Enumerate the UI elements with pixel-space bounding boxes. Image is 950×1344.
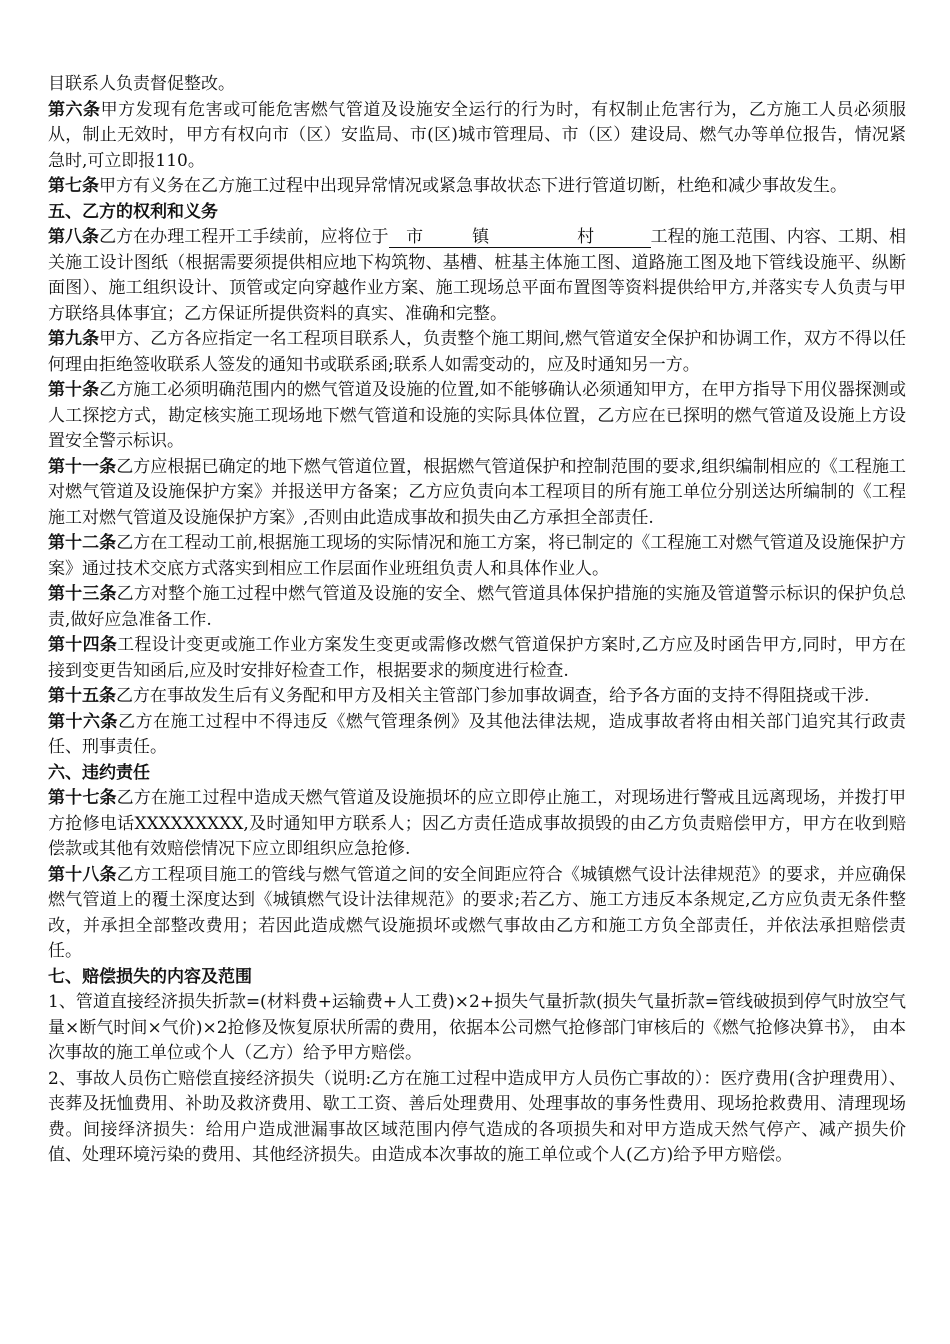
article-7 (48, 174, 906, 200)
article-text: 乙方在施工过程中造成天燃气管道及设施损坏的应立即停止施工，对现场进行警戒且远离现场，并拨打甲方抢修电话XXXXXXXXX,及时通知甲方联系人；因乙方责任造成事故损毁的由乙方负责赔偿甲方，甲方在收到赔偿款或其他有效赔偿情况下应立即组织应急抢修. (48, 788, 907, 859)
article-lead: 第十三条 (48, 584, 117, 604)
article-text: 工程设计变更或施工作业方案发生变更或需修改燃气管道保护方案时,乙方应及时函告甲方,同时，甲方在接到变更告知函后,应及时安排好检查工作，根据要求的频度进行检查. (48, 635, 906, 681)
blank-town: 镇 (441, 228, 521, 248)
article-17 (48, 786, 906, 863)
article-lead: 第十七条 (48, 788, 117, 808)
article-text: 乙方施工必须明确范围内的燃气管道及设施的位置,如不能够确认必须通知甲方，在甲方指导下用仪器探测或人工探挖方式，勘定核实施工现场地下燃气管道和设施的实际具体位置，乙方应在已探明的燃气管道及设施上方设置安全警示标识。 (48, 380, 906, 451)
article-lead: 第七条 (48, 176, 99, 196)
article-text: 乙方在施工过程中不得违反《燃气管理条例》及其他法律法规，造成事故者将由相关部门追究其行政责任、刑事责任。 (48, 711, 907, 757)
article-18 (48, 863, 906, 965)
article-text: 甲方发现有危害或可能危害燃气管道及设施安全运行的行为时，有权制止危害行为，乙方施工人员必须服从，制止无效时，甲方有权向市（区）安监局、市(区)城市管理局、市（区）建设局、燃气办等单位报告，情况紧急时,可立即报110。 (48, 99, 906, 171)
article-9 (48, 327, 906, 378)
article-lead: 第十六条 (48, 711, 119, 732)
article-text: 乙方在工程动工前,根据施工现场的实际情况和施工方案，将已制定的《工程施工对燃气管道及设施保护方案》通过技术交底方式落实到相应工作层面作业班组负责人和具体作业人。 (48, 533, 907, 579)
article-lead: 第八条 (48, 227, 100, 247)
compensation-item-2: 2、事故人员伤亡赔偿直接经济损失（说明:乙方在施工过程中造成甲方人员伤亡事故的）：医疗费用(含护理费用）、丧葬及抚恤费用、补助及救济费用、歇工工资、善后处理费用、处理事故的事务性费用、现场抢救费用、清理现场费。间接绎济损失：给用户造成泄漏事故区域范围内停气造成的各项损失和对甲方造成天然气停产、减产损失价值、处理环境污染的费用、其他经济损失。由造成本次事故的施工单位或个人(乙方)给予甲方赔偿。 (48, 1068, 906, 1165)
article-lead: 第十八条 (48, 864, 117, 885)
article-text: 乙方在事故发生后有义务配和甲方及相关主管部门参加事故调查，给予各方面的支持不得阻挠或干涉. (116, 686, 870, 706)
article-10 (48, 378, 906, 455)
blank-city: 市 (389, 228, 441, 248)
document-page (48, 72, 906, 1169)
blank-village: 村 (521, 228, 651, 248)
article-lead: 第十五条 (48, 686, 116, 706)
article-8 (48, 225, 906, 327)
article-lead: 第十条 (48, 380, 100, 400)
paragraph-intro (48, 72, 906, 98)
intro-text: 目联系人负责督促整改。 (48, 74, 235, 94)
article-12 (48, 531, 906, 582)
article-lead: 第十一条 (48, 456, 117, 477)
article-13 (48, 582, 906, 633)
article-lead: 第十四条 (48, 635, 118, 655)
article-text: 甲方有义务在乙方施工过程中出现异常情况或紧急事故状态下进行管道切断，杜绝和减少事故发生。 (99, 176, 847, 196)
article-text: 乙方应根据已确定的地下燃气管道位置，根据燃气管道保护和控制范围的要求,组织编制相应的《工程施工对燃气管道及设施保护方案》并报送甲方备案；乙方应负责向本工程项目的所有施工单位分别送达所编制的《工程施工对燃气管道及设施保护方案》,否则由此造成事故和损失由乙方承担全部责任. (48, 456, 907, 528)
section-heading-5: 五、乙方的权利和义务 (48, 201, 218, 222)
article-lead: 第九条 (48, 329, 100, 349)
article-15 (48, 684, 906, 710)
article-lead: 第十二条 (48, 533, 117, 553)
article-16 (48, 710, 906, 761)
section-heading-7: 七、赔偿损失的内容及范围 (48, 966, 252, 987)
article-text: 甲方、乙方各应指定一名工程项目联系人，负责整个施工期间,燃气管道安全保护和协调工作，双方不得以任何理由拒绝签收联系人签发的通知书或联系函;联系人如需变动的，应及时通知另一方。 (48, 329, 906, 375)
compensation-item-1: 1、管道直接经济损失折款=(材料费+运输费+人工费)×2+损失气量折款(损失气量折款=管线破损到停气时放空气量×断气时间×气价)×2抢修及恢复原状所需的费用，依据本公司燃气抢修部门审核后的《燃气抢修决算书》， 由本次事故的施工单位或个人（乙方）给予甲方赔偿。 (48, 992, 906, 1063)
article-6 (48, 98, 906, 175)
article-text: 乙方对整个施工过程中燃气管道及设施的安全、燃气管道具体保护措施的实施及管道警示标识的保护负总责,做好应急准备工作. (48, 584, 907, 630)
article-14 (48, 633, 906, 684)
article-text: 乙方工程项目施工的管线与燃气管道之间的安全间距应符合《城镇燃气设计法律规范》的要求，并应确保燃气管道上的覆土深度达到《城镇燃气设计法律规范》的要求;若乙方、施工方违反本条规定,乙方应负责无条件整改，并承担全部整改费用；若因此造成燃气设施损坏或燃气事故由乙方和施工方负全部责任，并依法承担赔偿责任。 (48, 864, 907, 961)
article-text-pre: 乙方在办理工程开工手续前，应将位于 (99, 227, 389, 247)
section-heading-6: 六、违约责任 (48, 762, 150, 783)
article-11 (48, 455, 906, 532)
article-lead: 第六条 (48, 99, 101, 120)
article-text-post: 工程的施工范围、内容、工期、相关施工设计图纸（根据需要须提供相应地下构筑物、基槽、桩基主体施工图、道路施工图及地下管线设施平、纵断面图）、施工组织设计、顶管或定向穿越作业方案、施工现场总平面布置图等资料提供给甲方,并落实专人负责与甲方联络具体事宜；乙方保证所提供资料的真实、准确和完整。 (48, 227, 907, 324)
